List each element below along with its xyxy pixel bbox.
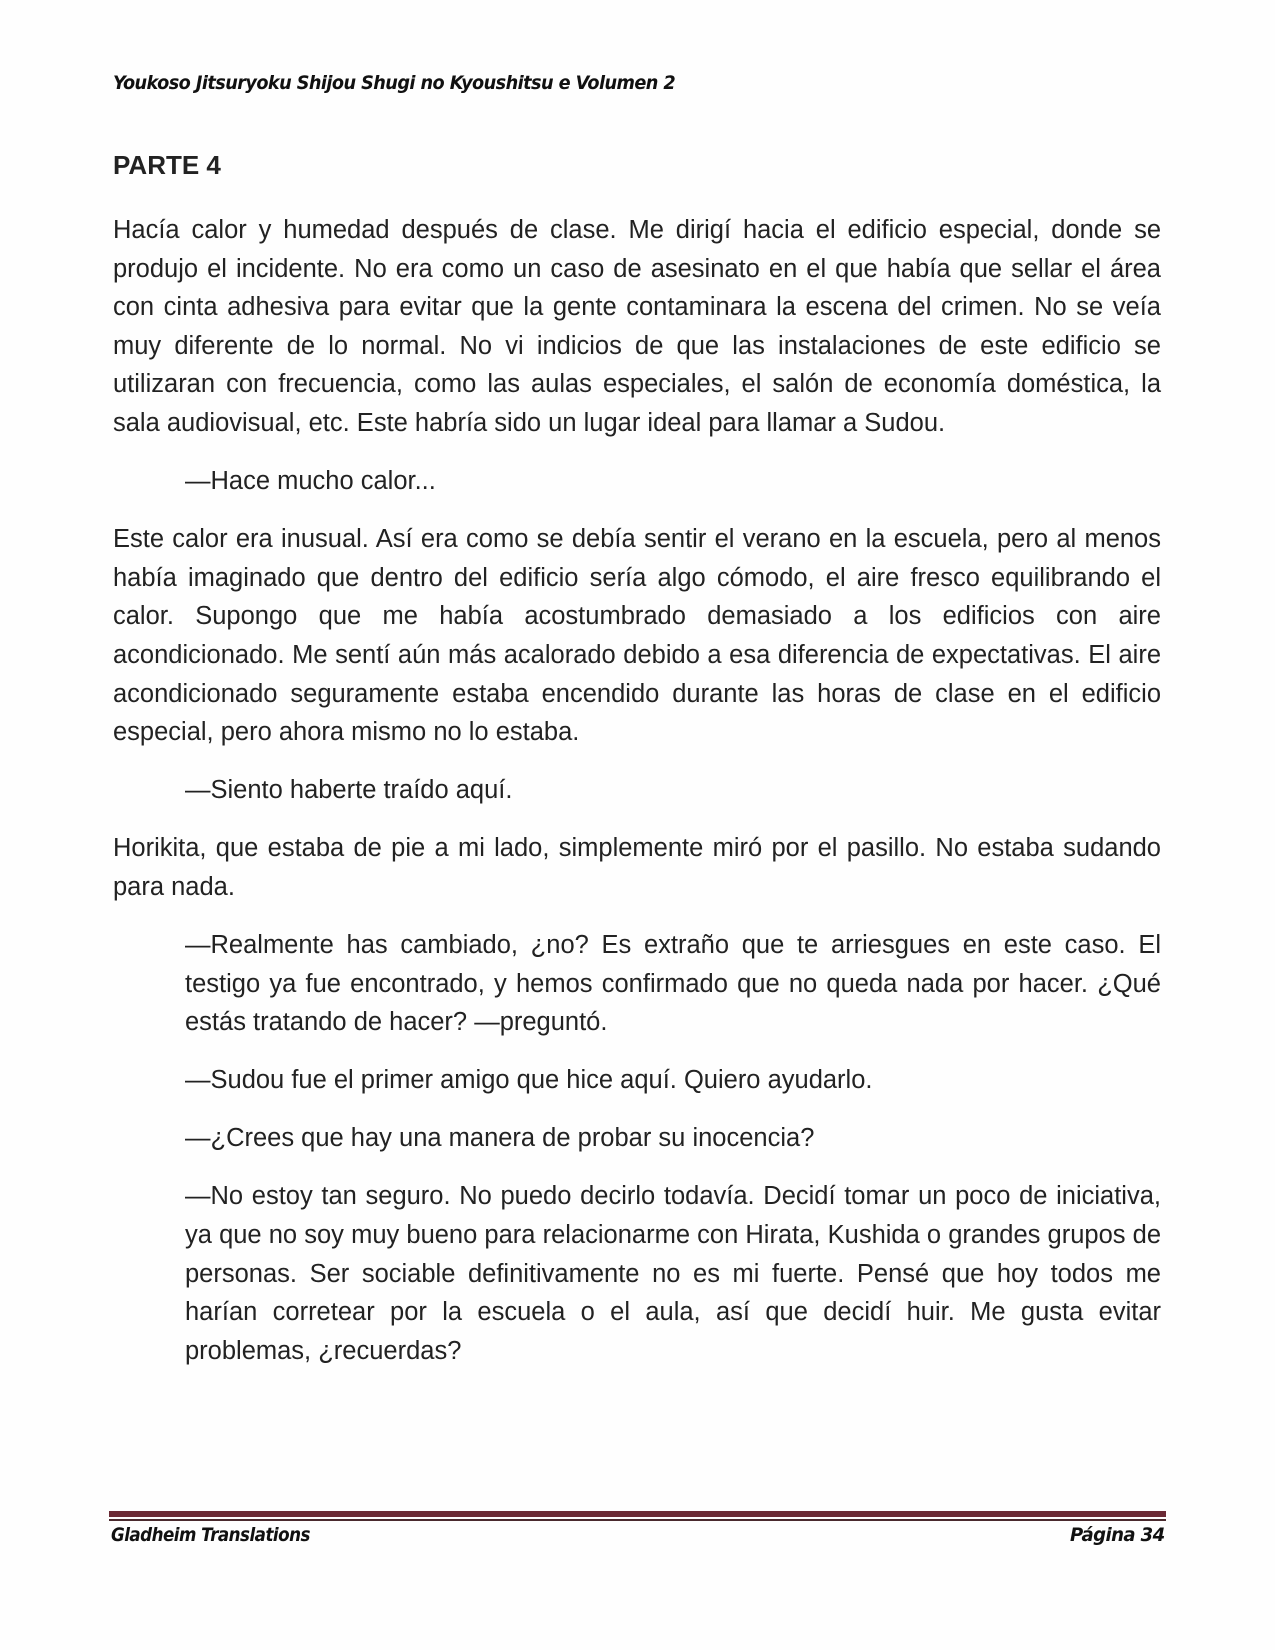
footer-divider-thin [109, 1519, 1166, 1521]
paragraph-dialog: —No estoy tan seguro. No puedo decirlo todavía. Decidí tomar un poco de iniciativa, ya que no soy muy bueno para relacionarme con Hirata, Kushida o grandes grupos de personas. Ser sociable definitivamente no es mi fuerte. Pensé que hoy todos me harían corretear por la escuela o el aula, así que decidí huir. Me gusta evitar problemas, ¿recuerdas? [185, 1182, 1161, 1365]
paragraph-dialog: —Siento haberte traído aquí. [185, 776, 513, 805]
footer-publisher: Gladheim Translations [111, 1524, 310, 1546]
section-title: PARTE 4 [113, 150, 221, 180]
paragraph-narration: Horikita, que estaba de pie a mi lado, simplemente miró por el pasillo. No estaba sudando para nada. [113, 834, 1161, 901]
running-header: Youkoso Jitsuryoku Shijou Shugi no Kyoushitsu e Volumen 2 [113, 72, 676, 94]
page-number: Página 34 [1070, 1524, 1165, 1546]
paragraph-dialog: —Hace mucho calor... [185, 467, 436, 496]
paragraph-dialog: —¿Crees que hay una manera de probar su inocencia? [185, 1124, 815, 1153]
paragraph-narration: Este calor era inusual. Así era como se debía sentir el verano en la escuela, pero al menos había imaginado que dentro del edificio sería algo cómodo, el aire fresco equilibrando el calor. Supongo que me había acostumbrado demasiado a los edificios con aire acondicionado. Me sentí aún más acalorado debido a esa diferencia de expectativas. El aire acondicionado seguramente estaba encendido durante las horas de clase en el edificio especial, pero ahora mismo no lo estaba. [113, 525, 1161, 747]
paragraph-dialog: —Realmente has cambiado, ¿no? Es extraño que te arriesgues en este caso. El testigo ya fue encontrado, y hemos confirmado que no queda nada por hacer. ¿Qué estás tratando de hacer? —preguntó. [185, 931, 1161, 1037]
body-text [113, 211, 1161, 1390]
paragraph-dialog: —Sudou fue el primer amigo que hice aquí. Quiero ayudarlo. [185, 1066, 873, 1095]
paragraph-narration: Hacía calor y humedad después de clase. Me dirigí hacia el edificio especial, donde se produjo el incidente. No era como un caso de asesinato en el que había que sellar el área con cinta adhesiva para evitar que la gente contaminara la escena del crimen. No se veía muy diferente de lo normal. No vi indicios de que las instalaciones de este edificio se utilizaran con frecuencia, como las aulas especiales, el salón de economía doméstica, la sala audiovisual, etc. Este habría sido un lugar ideal para llamar a Sudou. [113, 216, 1161, 437]
footer-divider-thick [109, 1511, 1166, 1517]
